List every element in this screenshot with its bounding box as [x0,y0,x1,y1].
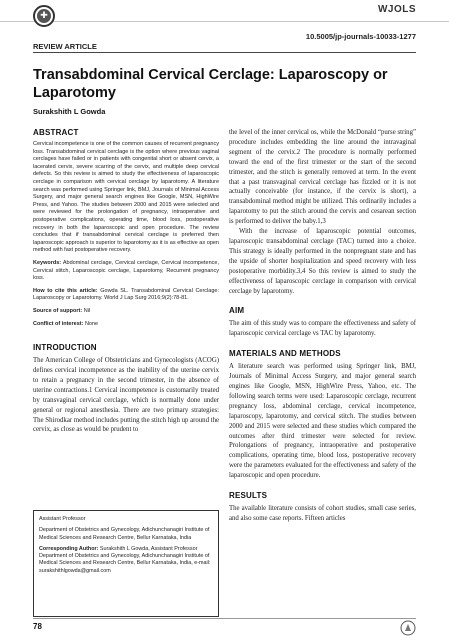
introduction-paragraph-2: With the increase of laparoscopic potential outcomes, laparoscopic transabdominal cerclage (TAC) turned into a choice. This strategy is ideally performed in the nonpregnant state and has the upside of shorter hospitalization and speed recovery with less postoperative morbidity.3,4 So this review is aimed to study the effectiveness of laparoscopic cerclage in comparison with cervical cerclage by laparotomy. [229,228,416,295]
right-column [229,128,416,524]
citation-text: Gowda SL. Transabdominal Cervical Cerclage: Laparoscopy or Laparotomy. World J Lap Surg 2016;9(2):78-81. [33,287,219,302]
keywords [33,260,219,283]
aim-heading: AIM [229,306,245,316]
header-rule [33,52,416,53]
journal-logo-emblem [37,9,51,23]
author-department: Department of Obstetrics and Gynecology, Adichunchanagiri Institute of Medical Sciences and Research Centre, Bellur Karnataka, India [39,527,210,541]
conflict-value: None [84,321,99,328]
results-heading: RESULTS [229,491,268,501]
logo-glyph-icon: ✚ [40,10,48,21]
affiliation-box [33,510,219,617]
results-text: The available literature consists of cohort studies, small case series, and also some case reports. Fifteen articles [229,505,416,522]
journal-logo [33,5,55,27]
conflict-of-interest [33,321,219,329]
keywords-label: Keywords: [33,259,62,266]
citation [33,288,219,303]
journal-abbreviation: WJOLS [377,4,416,15]
author-name: Surakshith L Gowda [33,107,106,116]
keywords-text: Abdominal cerclage, Cervical cerclage, Cervical incompetence, Cervical stitch, Laparoscopic cerclage, Laparotomy, Recurrent pregnancy loss. [33,259,220,282]
article-title: Transabdominal Cervical Cerclage: Laparoscopy or Laparotomy [33,67,388,101]
conflict-label: Conflict of interest: [33,321,84,328]
methods-heading: MATERIALS AND METHODS [229,349,341,359]
abstract-heading: ABSTRACT [33,128,79,137]
footer-rule [33,618,416,619]
introduction-continued: the level of the inner cervical os, while the McDonald “purse string” procedure includes embedding the line around the intravaginal segment of the cervix.2 The procedure is normally performed toward the end of the first trimester or the start of the second trimester, and the stitch is generally removed at term. In the event that a past transvaginal cervical cerclage has fizzled or it is not actually conceivable (for instance, if the cervix is short), a transabdominal method might be utilized. This ordinarily includes a laparotomy to put the stitch around the cervix and cesarean section is performed to deliver the baby.1,3 [229,129,416,226]
support-source [33,308,219,316]
corresponding-author [39,546,213,575]
corresponding-author-details: Surakshith L Gowda, Assistant Professor Department of Obstetrics and Gynecology, Adichunchanagiri Institute of Medical Sciences and Research Centre, Bellur Karnataka, India, e-mail: surakshithlgowda@gmail.com [39,545,211,574]
doi: 10.5005/jp-journals-10033-1277 [305,32,416,41]
support-value: Nil [83,307,91,314]
publisher-seal-icon [400,620,416,636]
methods-text: A literature search was performed using Springer link, BMJ, Journals of Minimal Access Surgery, and major general search engines like Google, MSN, HighWire Press, Yahoo, etc. The following search terms were used: Laparoscopic cerclage, recurrent pregnancy loss, abdominal cerclage, cervical incompetence, laparoscopy, laparotomy, and cervical stitch. The studies between 2000 and 2015 were selected and these studies which compared the outcomes after third trimester were selected for review. Prolongations of pregnancy, intraoperative and postoperative complications, operating time, blood loss, postoperative recovery were the parameters evaluated for the effectiveness and safety of the laparoscopic and open procedure. [229,363,416,480]
citation-label: How to cite this article: [33,287,98,294]
page-number: 78 [33,622,42,631]
support-label: Source of support: [33,307,83,314]
article-type: REVIEW ARTICLE [33,42,97,51]
left-column [33,128,219,435]
corresponding-author-label: Corresponding Author: [39,545,99,552]
author-role: Assistant Professor [39,516,86,522]
aim-text: The aim of this study was to compare the effectiveness and safety of laparoscopic cervical cerclage vs TAC by laparotomy. [229,320,416,338]
introduction-text: The American College of Obstetricians and Gynecologists (ACOG) defines cervical incompetence as the inability of the uterine cervix to retain a pregnancy in the second trimester, in the absence of uterine contractions.1 Cervical incompetence is customarily treated by transvaginal cervical cerclage, which is normally done under general or regional anesthesia. There are two primary strategies: The Shirodkar method includes putting the stitch high up around the cervix, as close as would be prudent to [33,357,219,434]
running-header-bar [0,0,449,22]
introduction-heading: INTRODUCTION [33,343,97,353]
abstract-text: Cervical incompetence is one of the common causes of recurrent pregnancy loss. Transabdominal cervical cerclage is the option where previous vaginal cerclages have failed or in patients with congenital short or absent cervix, a lacerated cervix, severe scarring of the cervix, and multiple deep cervical defects. So this review is aimed to study the effectiveness of laparoscopic cerclage in comparison with cervical cerclage by laparotomy. A literature search was performed using Springer link, BMJ, Journals of Minimal Access Surgery, and major general search engines like Google, MSN, HighWire Press, and Yahoo. The studies between 2000 and 2015 were selected and were reviewed for the prolongation of pregnancy, intraoperative and postoperative complications, operating time, blood loss, postoperative recovery in both the laparoscopic and open procedure. The review concludes that if transabdominal cervical cerclage is preferred then laparoscopic approach is superior to laparotomy as it is as effective as open method with fast postoperative recovery. [33,141,219,254]
